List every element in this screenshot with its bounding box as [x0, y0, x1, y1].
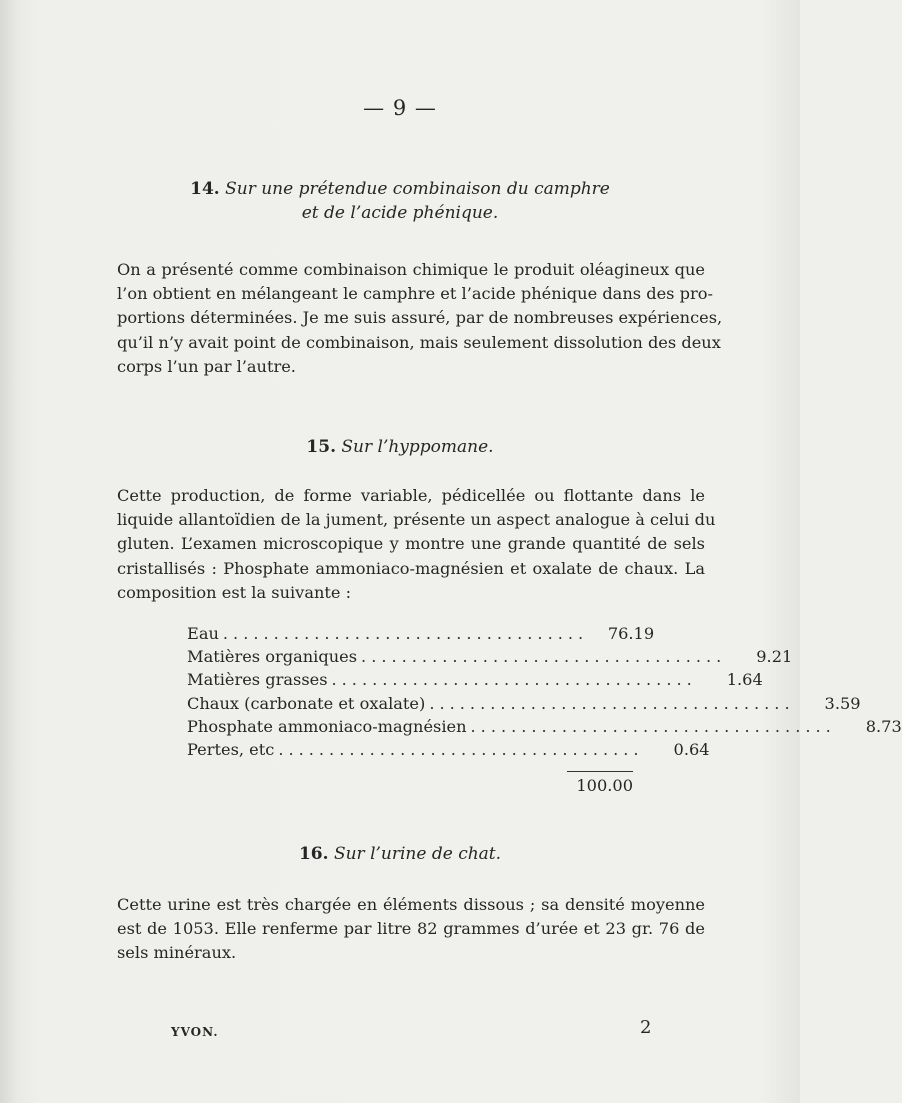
- composition-table: [187, 622, 902, 761]
- paragraph-line: Cette urine est très chargée en éléments dissous ; sa densité moyenne: [117, 895, 705, 914]
- section-title-line: Sur une prétendue combinaison du camphre: [225, 179, 610, 199]
- composition-row: [187, 715, 902, 738]
- dot-leader: ....................................: [331, 670, 697, 690]
- total-rule: [567, 771, 633, 772]
- composition-value: 0.64: [673, 739, 710, 759]
- composition-value: 76.19: [607, 624, 655, 643]
- composition-label: Matières grasses: [187, 670, 328, 690]
- composition-value: 9.21: [756, 647, 793, 667]
- composition-row: [187, 622, 655, 645]
- paragraph-line: liquide allantoïdien de la jument, présente un aspect analogue à celui du: [117, 510, 716, 530]
- section-14-heading-continued: [0, 202, 800, 225]
- composition-label: Pertes, etc: [187, 739, 275, 759]
- section-title-line: Sur l’urine de chat.: [333, 844, 502, 864]
- composition-label: Chaux (carbonate et oxalate): [187, 693, 426, 713]
- section-16-heading: [0, 843, 800, 866]
- paragraph-line: est de 1053. Elle renferme par litre 82 grammes d’urée et 23 gr. 76 de: [117, 919, 705, 939]
- paragraph-line: composition est la suivante :: [117, 582, 352, 602]
- paragraph-line: l’on obtient en mélangeant le camphre et l’acide phénique dans des pro-: [117, 284, 713, 304]
- composition-row: [187, 645, 793, 668]
- section-14-paragraph: [117, 258, 723, 379]
- dot-leader: ....................................: [429, 693, 795, 713]
- dot-leader: ....................................: [222, 624, 589, 643]
- section-16-paragraph: [117, 893, 705, 966]
- section-number: 15.: [306, 437, 336, 457]
- composition-value: 3.59: [824, 693, 861, 713]
- paragraph-line: On a présenté comme combinaison chimique le produit oléagineux que: [117, 260, 705, 279]
- paragraph-line: corps l’un par l’autre.: [117, 356, 296, 376]
- composition-row: [187, 668, 763, 691]
- section-number: 16.: [298, 844, 329, 864]
- footer-signature-mark: 2: [640, 1017, 652, 1038]
- footer-author: YVON.: [171, 1025, 219, 1039]
- section-number: 14.: [190, 179, 220, 199]
- section-15-heading: [0, 436, 800, 459]
- dot-leader: ....................................: [470, 716, 836, 736]
- paragraph-line: gluten. L’examen microscopique y montre une grande quantité de sels: [117, 534, 705, 554]
- composition-total: 100.00: [576, 776, 633, 795]
- dot-leader: ....................................: [361, 647, 727, 667]
- section-title-line: et de l’acide phénique.: [301, 203, 499, 223]
- composition-label: Matières organiques: [187, 647, 358, 667]
- composition-label: Eau: [187, 624, 219, 643]
- paragraph-line: sels minéraux.: [117, 943, 237, 963]
- section-14-heading: [0, 178, 800, 201]
- paragraph-line: portions déterminées. Je me suis assuré, par de nombreuses expériences,: [117, 308, 723, 328]
- paragraph-line: cristallisés : Phosphate ammoniaco-magnésien et oxalate de chaux. La: [117, 558, 705, 578]
- paragraph-line: Cette production, de forme variable, pédicellée ou flottante dans le: [117, 486, 705, 505]
- composition-row: [187, 692, 861, 715]
- composition-value: 8.73: [865, 716, 902, 736]
- composition-row: [187, 738, 710, 761]
- composition-value: 1.64: [726, 670, 763, 690]
- section-title-line: Sur l’hyppomane.: [341, 437, 494, 457]
- section-15-paragraph: [117, 484, 716, 605]
- composition-label: Phosphate ammoniaco-magnésien: [187, 716, 467, 736]
- dot-leader: ....................................: [278, 739, 644, 759]
- paragraph-line: qu’il n’y avait point de combinaison, mais seulement dissolution des deux: [117, 332, 721, 352]
- page-number: — 9 —: [363, 96, 437, 120]
